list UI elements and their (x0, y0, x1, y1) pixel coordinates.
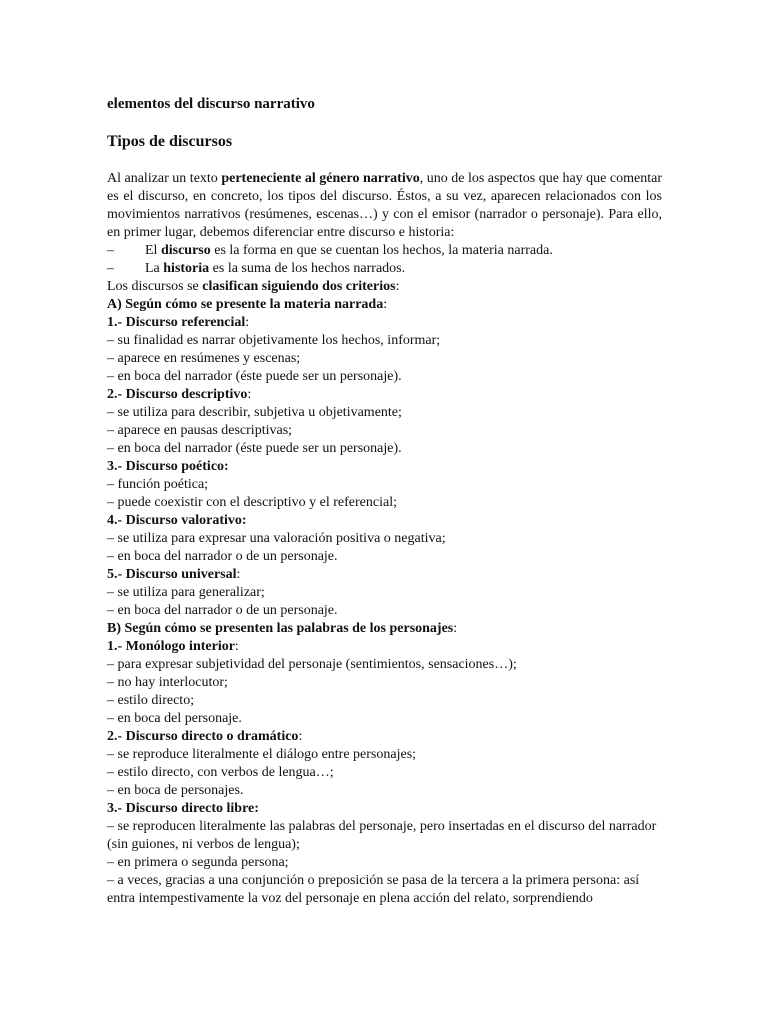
section-b-bold: B) Según cómo se presenten las palabras de los personajes (107, 621, 454, 636)
poet-heading-bold: 3.- Discurso poético: (107, 459, 229, 474)
mono-heading-bold: 1.- Monólogo interior (107, 639, 235, 654)
criteria-bold: clasifican siguiendo dos criterios (202, 279, 396, 294)
definition-historia (107, 260, 662, 278)
intro-paragraph (107, 170, 662, 242)
list-item: – se utiliza para describir, subjetiva u objetivamente; (107, 405, 402, 420)
list-item: – en primera o segunda persona; (107, 855, 289, 870)
definition-discurso (107, 242, 662, 260)
list-item: – en boca del narrador (éste puede ser un personaje). (107, 441, 402, 456)
list-item: – estilo directo, con verbos de lengua…; (107, 765, 334, 780)
dash-marker: – (107, 261, 114, 276)
list-item: – en boca del narrador (éste puede ser un personaje). (107, 369, 402, 384)
section-subtitle: Tipos de discursos (107, 133, 233, 150)
list-item: – en boca de personajes. (107, 783, 244, 798)
dram-heading-bold: 2.- Discurso directo o dramático (107, 729, 299, 744)
ref-heading-bold: 1.- Discurso referencial (107, 315, 246, 330)
def-text: La (145, 261, 164, 276)
dram-heading-colon: : (298, 729, 303, 744)
mono-heading-colon: : (234, 639, 239, 654)
list-item: – aparece en resúmenes y escenas; (107, 351, 301, 366)
criteria-text: Los discursos se (107, 279, 203, 294)
val-heading (107, 512, 662, 530)
desc-heading (107, 386, 662, 404)
ref-heading-colon: : (245, 315, 250, 330)
val-heading-bold: 4.- Discurso valorativo: (107, 513, 247, 528)
section-a-bold: A) Según cómo se presente la materia narrada (107, 297, 384, 312)
list-item: – en boca del personaje. (107, 711, 242, 726)
list-item: – se utiliza para generalizar; (107, 585, 265, 600)
section-a-colon: : (383, 297, 388, 312)
criteria-line (107, 278, 662, 296)
list-item: – estilo directo; (107, 693, 195, 708)
libre-heading-bold: 3.- Discurso directo libre: (107, 801, 259, 816)
list-item: – se reproduce literalmente el diálogo entre personajes; (107, 747, 417, 762)
list-item: – se utiliza para expresar una valoración positiva o negativa; (107, 531, 446, 546)
poet-heading (107, 458, 662, 476)
def-text-rest: es la forma en que se cuentan los hechos, la materia narrada. (210, 243, 553, 258)
list-item: – aparece en pausas descriptivas; (107, 423, 293, 438)
libre-heading (107, 800, 662, 818)
def-bold: historia (163, 261, 210, 276)
list-item: – no hay interlocutor; (107, 675, 228, 690)
list-item: – en boca del narrador o de un personaje. (107, 549, 338, 564)
intro-bold: perteneciente al género narrativo (221, 171, 420, 186)
univ-heading (107, 566, 662, 584)
intro-text-rest: , uno de los aspectos que hay que comentar es el discurso, en concreto, los tipos del discurso. Éstos, a su vez, aparecen relacionados con los movimientos narrativos (resúmenes, escenas…) y con el emisor (narrador o personaje). Para ello, en primer lugar, debemos diferenciar entre discurso e historia: (107, 171, 662, 240)
desc-heading-bold: 2.- Discurso descriptivo (107, 387, 248, 402)
section-a-heading (107, 296, 662, 314)
desc-heading-colon: : (247, 387, 252, 402)
def-text: El (145, 243, 161, 258)
list-item: – su finalidad es narrar objetivamente los hechos, informar; (107, 333, 441, 348)
list-item: – en boca del narrador o de un personaje. (107, 603, 338, 618)
list-item: – función poética; (107, 477, 209, 492)
dram-heading (107, 728, 662, 746)
def-text-rest: es la suma de los hechos narrados. (209, 261, 406, 276)
criteria-colon: : (395, 279, 400, 294)
document-title: elementos del discurso narrativo (107, 96, 315, 112)
mono-heading (107, 638, 662, 656)
list-item: – para expresar subjetividad del personaje (sentimientos, sensaciones…); (107, 657, 517, 672)
section-b-colon: : (453, 621, 458, 636)
list-item: – se reproducen literalmente las palabras del personaje, pero insertadas en el discurso del narrador (sin guiones, ni verbos de lengua); (107, 819, 657, 852)
def-bold: discurso (160, 243, 211, 258)
dash-marker: – (107, 243, 114, 258)
list-item: – puede coexistir con el descriptivo y el referencial; (107, 495, 397, 510)
section-b-heading (107, 620, 662, 638)
univ-heading-colon: : (236, 567, 241, 582)
intro-text: Al analizar un texto (107, 171, 222, 186)
univ-heading-bold: 5.- Discurso universal (107, 567, 237, 582)
list-item: – a veces, gracias a una conjunción o preposición se pasa de la tercera a la primera persona: así entra intempestivamente la voz del personaje en plena acción del relato, sorprendiendo (107, 873, 640, 906)
document-body (107, 94, 662, 908)
definitions (107, 242, 662, 908)
ref-heading (107, 314, 662, 332)
